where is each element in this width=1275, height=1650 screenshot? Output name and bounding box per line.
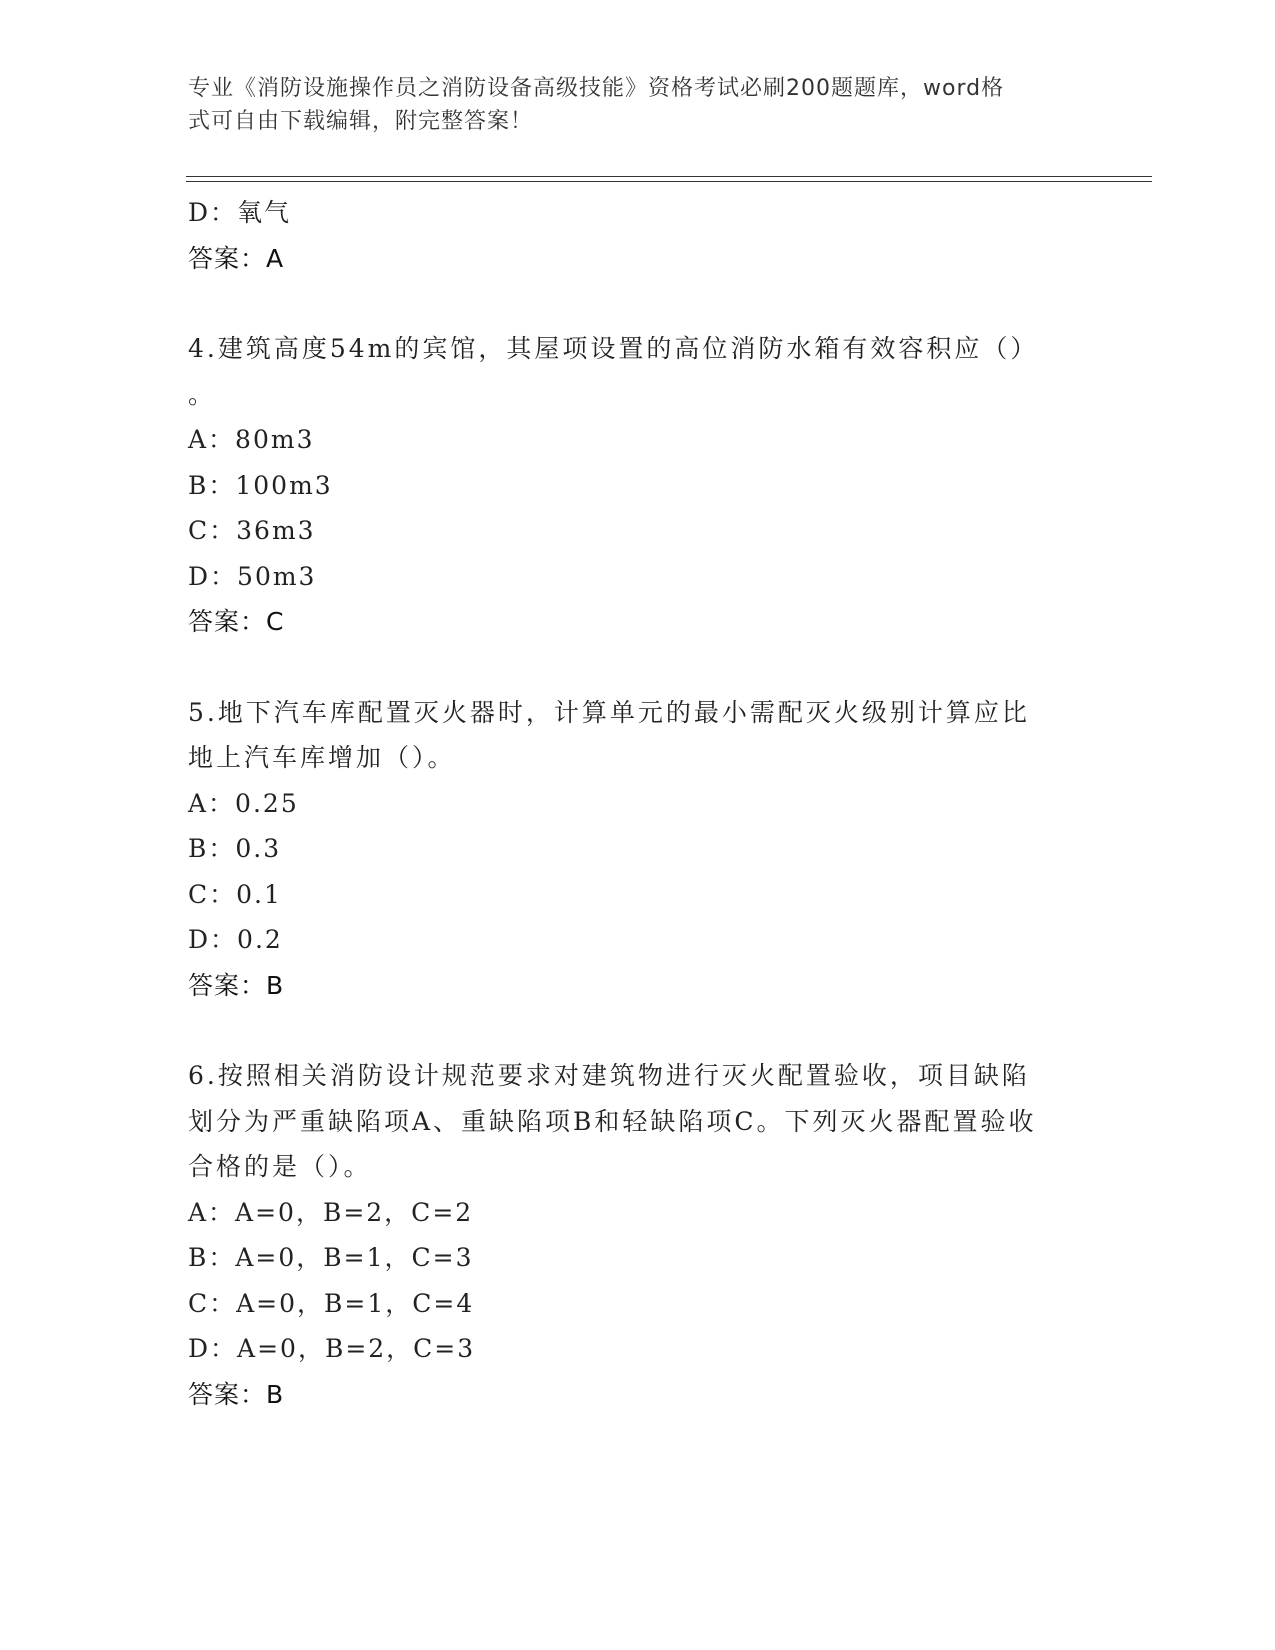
option-d: D：0.2 xyxy=(188,925,283,954)
question-4 xyxy=(188,326,1088,645)
option-b: B：0.3 xyxy=(188,834,282,863)
option-d: D：A=0，B=2，C=3 xyxy=(188,1334,476,1363)
spacer xyxy=(188,1008,1088,1053)
question-5 xyxy=(188,690,1088,1009)
question-stem-line: 5.地下汽车库配置灭火器时，计算单元的最小需配灭火级别计算应比 xyxy=(188,697,1030,727)
answer-line: 答案：B xyxy=(188,970,285,1000)
question-3-tail xyxy=(188,190,1088,281)
option-a: A：0.25 xyxy=(188,788,299,818)
question-stem-line: 6.按照相关消防设计规范要求对建筑物进行灭火配置验收，项目缺陷 xyxy=(188,1061,1030,1090)
header-line-2: 式可自由下载编辑，附完整答案！ xyxy=(188,109,534,134)
option-a: A：A=0，B=2，C=2 xyxy=(188,1197,474,1227)
spacer xyxy=(188,281,1088,326)
question-stem-line: 合格的是（）。 xyxy=(188,1152,372,1181)
question-6 xyxy=(188,1053,1088,1417)
answer-line: 答案：C xyxy=(188,607,285,636)
option-a: A：80m3 xyxy=(188,425,315,454)
option-d: D：50m3 xyxy=(188,561,317,591)
header-divider-top xyxy=(186,176,1152,177)
answer-line: 答案：A xyxy=(188,243,285,273)
question-stem-line: 4.建筑高度54m的宾馆，其屋项设置的高位消防水箱有效容积应（） xyxy=(188,334,1039,363)
header-divider-bottom xyxy=(186,181,1152,182)
option-c: C：0.1 xyxy=(188,879,282,909)
answer-line: 答案：B xyxy=(188,1379,285,1409)
question-stem-line: 地上汽车库增加（）。 xyxy=(188,743,456,772)
document-body xyxy=(188,190,1088,1417)
option-c: C：36m3 xyxy=(188,516,316,545)
header-line-1: 专业《消防设施操作员之消防设备高级技能》资格考试必刷200题题库，word格 xyxy=(188,76,1005,101)
spacer xyxy=(188,645,1088,690)
question-stem-line: 。 xyxy=(188,379,217,409)
option-b: B：A=0，B=1，C=3 xyxy=(188,1243,474,1272)
question-stem-line: 划分为严重缺陷项A、重缺陷项B和轻缺陷项C。下列灭火器配置验收 xyxy=(188,1106,1037,1136)
option-b: B：100m3 xyxy=(188,470,333,500)
option-d: D：氧气 xyxy=(188,198,292,227)
option-c: C：A=0，B=1，C=4 xyxy=(188,1288,475,1318)
document-header xyxy=(188,72,1068,138)
